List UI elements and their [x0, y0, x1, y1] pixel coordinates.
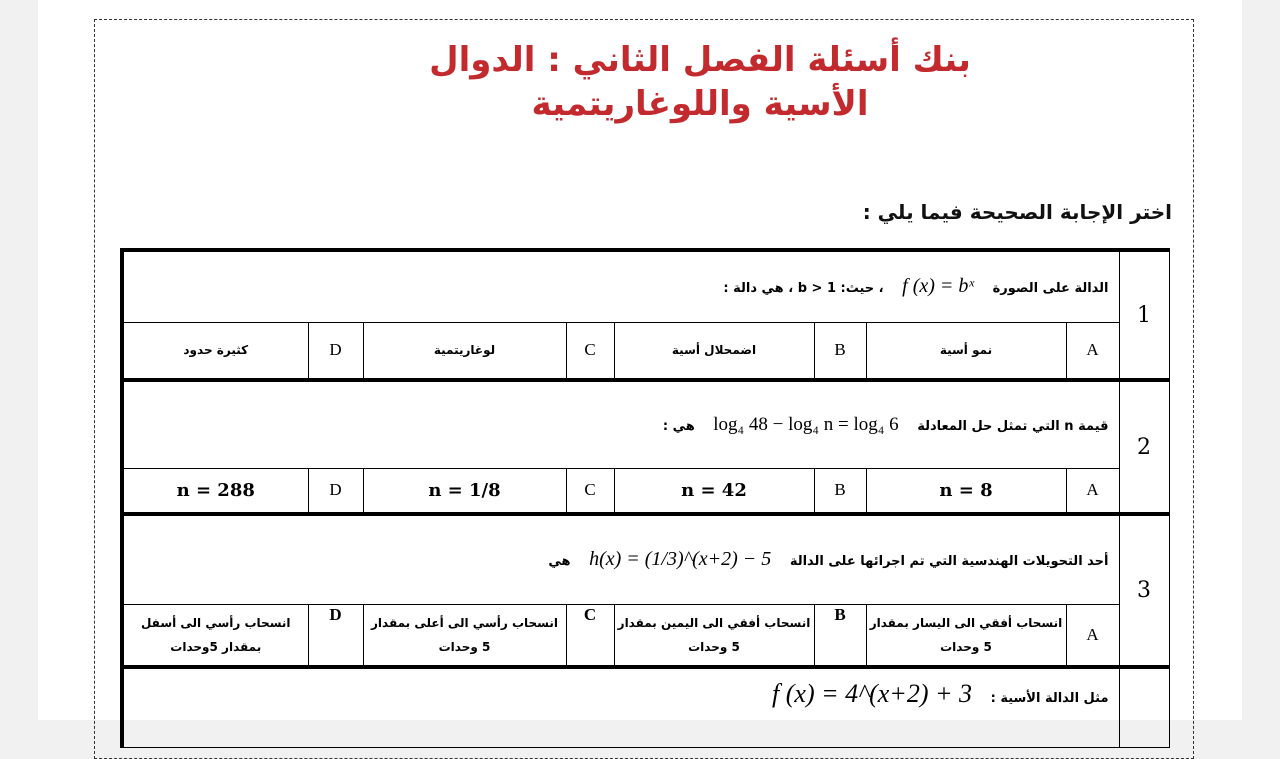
option-b-text[interactable]: اضمحلال أسية	[614, 322, 814, 380]
question-text: مثل الدالة الأسية :	[990, 691, 1109, 706]
question-equation: log₄ 48 − log₄ n = log₄ 6	[713, 413, 899, 435]
question-number: 1	[1119, 250, 1169, 380]
option-d-label[interactable]: D	[308, 604, 363, 667]
option-b-text[interactable]: انسحاب أفقي الى اليمين بمقدار 5 وحدات	[614, 604, 814, 667]
option-c-label[interactable]: C	[566, 468, 614, 514]
option-a-text[interactable]: نمو أسية	[866, 322, 1066, 380]
options-row	[122, 322, 1169, 380]
option-d-text[interactable]: n = 288	[122, 468, 308, 514]
option-b-label[interactable]: B	[814, 322, 866, 380]
option-c-text[interactable]: انسحاب رأسي الى أعلى بمقدار 5 وحدات	[363, 604, 566, 667]
question-text: أحد التحويلات الهندسية التي تم اجرائها على الدالة	[789, 554, 1109, 570]
question-2	[122, 380, 1169, 468]
option-c-label[interactable]: C	[566, 322, 614, 380]
option-b-label[interactable]: B	[814, 468, 866, 514]
option-b-text[interactable]: n = 42	[614, 468, 814, 514]
options-row	[122, 468, 1169, 514]
question-equation: f (x) = 4^(x+2) + 3	[772, 679, 973, 708]
question-4	[122, 667, 1169, 747]
option-c-text[interactable]: n = 1/8	[363, 468, 566, 514]
option-d-label[interactable]: D	[308, 468, 363, 514]
instruction: اختر الإجابة الصحيحة فيما يلي :	[862, 200, 1172, 224]
option-d-label[interactable]: D	[308, 322, 363, 380]
question-equation: h(x) = (1/3)^(x+2) − 5	[589, 548, 772, 571]
question-text: الدالة على الصورة	[992, 281, 1109, 297]
question-3	[122, 514, 1169, 604]
option-b-label[interactable]: B	[814, 604, 866, 667]
question-1	[122, 250, 1169, 322]
option-a-text[interactable]: n = 8	[866, 468, 1066, 514]
questions-table	[120, 248, 1170, 748]
option-a-label[interactable]: A	[1066, 604, 1119, 667]
option-d-text[interactable]: كثيرة حدود	[122, 322, 308, 380]
options-row	[122, 604, 1169, 667]
title-line-2: الأسية واللوغاريتمية	[531, 84, 869, 124]
question-number: 3	[1119, 514, 1169, 667]
question-text-after: ، حيث: b > 1 ، هي دالة :	[723, 281, 884, 297]
option-a-text[interactable]: انسحاب أفقي الى اليسار بمقدار 5 وحدات	[866, 604, 1066, 667]
question-equation: f (x) = bˣ	[902, 275, 975, 298]
question-text: قيمة n التي تمثل حل المعادلة	[917, 418, 1109, 434]
option-c-label[interactable]: C	[566, 604, 614, 667]
option-a-label[interactable]: A	[1066, 322, 1119, 380]
question-text-after: هي :	[662, 418, 695, 434]
question-number: 2	[1119, 380, 1169, 514]
option-c-text[interactable]: لوغاريتمية	[363, 322, 566, 380]
title-line-1: بنك أسئلة الفصل الثاني : الدوال	[429, 40, 971, 80]
option-d-text[interactable]: انسحاب رأسي الى أسفل بمقدار 5وحدات	[122, 604, 308, 667]
option-a-label[interactable]: A	[1066, 468, 1119, 514]
question-text-after: هي	[548, 554, 571, 570]
